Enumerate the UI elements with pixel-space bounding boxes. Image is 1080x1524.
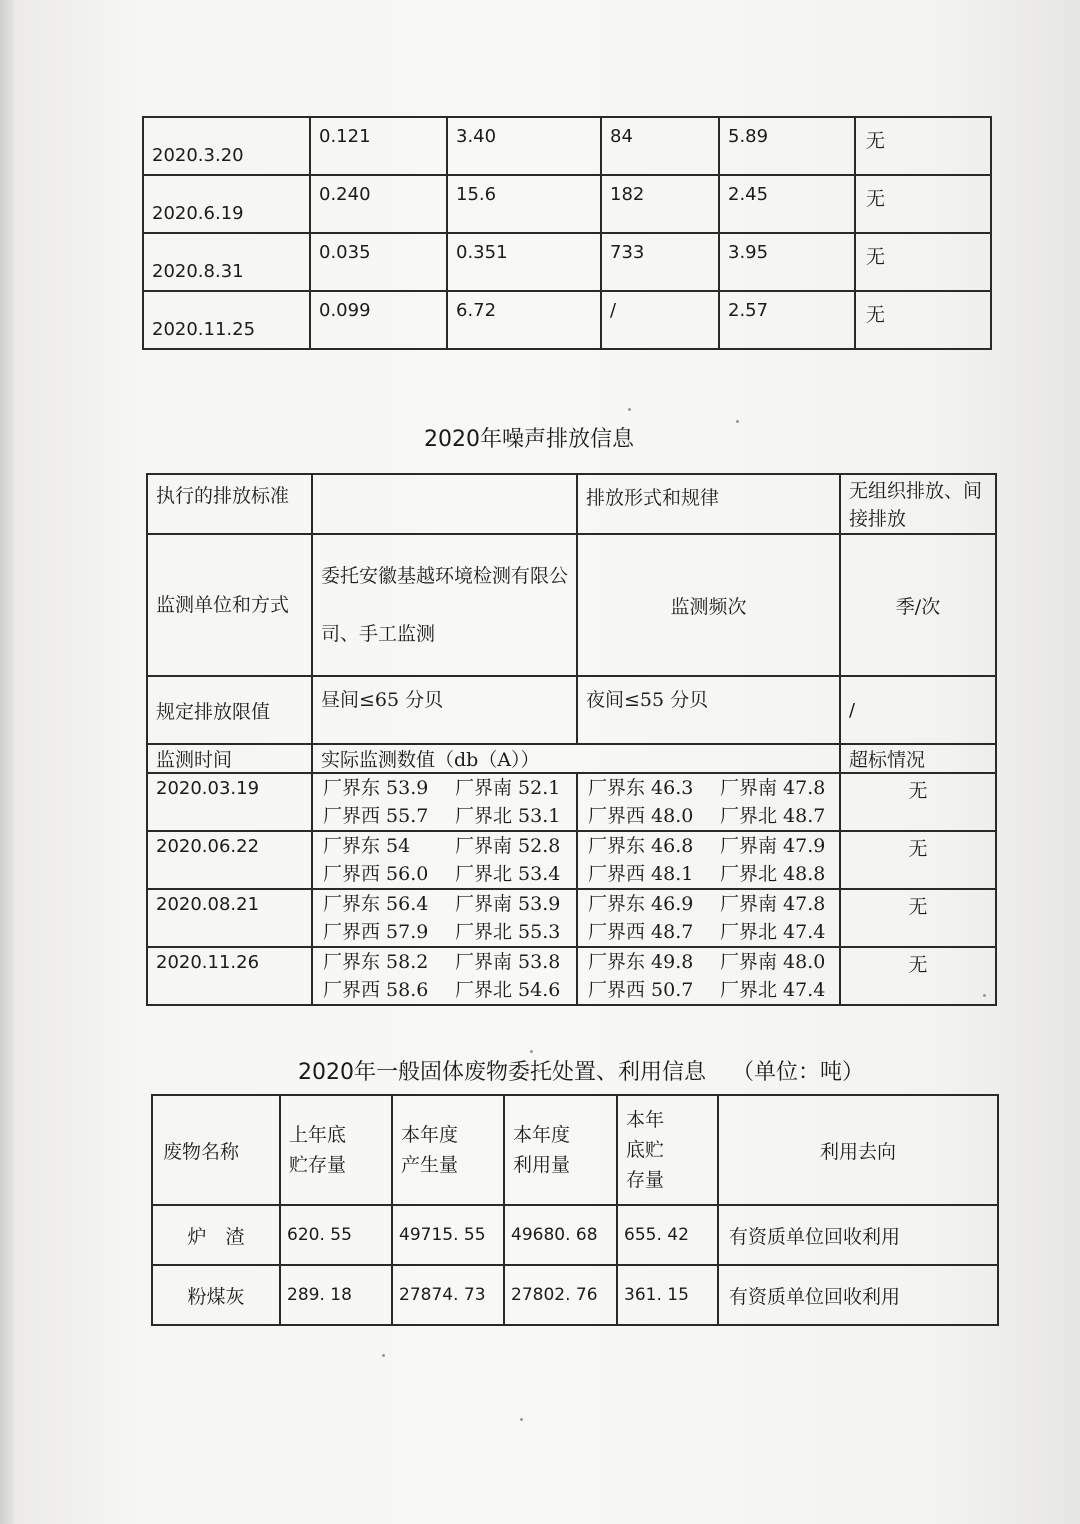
boundary-reading: 厂界南 47.9 <box>720 835 826 857</box>
noise-date-cell: 2020.08.21 <box>147 889 312 947</box>
noise-row <box>147 947 996 1005</box>
boundary-reading: 厂界南 47.8 <box>720 893 826 915</box>
boundary-reading: 厂界西 55.7 <box>323 805 429 827</box>
unit-value: 委托安徽基越环境检测有限公司、手工监测 <box>312 534 577 676</box>
boundary-reading: 厂界西 48.1 <box>588 863 694 885</box>
noise-day-cell <box>312 773 577 831</box>
scan-speck <box>530 1050 533 1053</box>
noise-night-cell <box>577 889 840 947</box>
exceed-cell: 无 <box>855 233 991 291</box>
emission-value-cell: 0.240 <box>310 175 447 233</box>
emission-value-cell: 84 <box>601 117 719 175</box>
emission-value-cell: 3.40 <box>447 117 601 175</box>
boundary-reading: 厂界南 47.8 <box>720 777 826 799</box>
waste-name-cell: 粉煤灰 <box>152 1265 280 1325</box>
noise-day-values <box>323 774 566 830</box>
waste-amount-cell: 655. 42 <box>617 1205 718 1265</box>
emission-row <box>143 291 991 349</box>
value-label: 实际监测数值（db（A）） <box>312 744 840 773</box>
waste-amount-cell: 289. 18 <box>280 1265 392 1325</box>
boundary-reading: 厂界东 46.3 <box>588 777 694 799</box>
boundary-reading: 厂界北 54.6 <box>455 979 561 1001</box>
emission-value-cell: 2.57 <box>719 291 855 349</box>
noise-title-text: 年噪声排放信息 <box>480 427 635 452</box>
emission-value-cell: 182 <box>601 175 719 233</box>
emission-value-cell: 0.099 <box>310 291 447 349</box>
noise-exceed-cell: 无 <box>840 889 996 947</box>
emission-value-cell: 0.351 <box>447 233 601 291</box>
boundary-reading: 厂界北 48.7 <box>720 805 826 827</box>
noise-night-values <box>588 890 829 946</box>
noise-night-cell <box>577 773 840 831</box>
noise-day-cell <box>312 947 577 1005</box>
pattern-label: 排放形式和规律 <box>577 474 840 534</box>
page-edge-shadow <box>0 0 14 1524</box>
waste-title-year: 2020 <box>298 1060 354 1085</box>
waste-amount-cell: 620. 55 <box>280 1205 392 1265</box>
scan-speck <box>628 408 631 411</box>
emission-value-cell: 15.6 <box>447 175 601 233</box>
exceed-cell: 无 <box>855 291 991 349</box>
waste-header-cell: 本年底贮存量 <box>617 1095 718 1205</box>
noise-exceed-cell: 无 <box>840 773 996 831</box>
emission-date-cell: 2020.8.31 <box>143 233 310 291</box>
limit-label: 规定排放限值 <box>147 676 312 744</box>
waste-header-cell: 上年底贮存量 <box>280 1095 392 1205</box>
waste-amount-cell: 27802. 76 <box>504 1265 617 1325</box>
waste-header-row <box>152 1095 998 1205</box>
boundary-reading: 厂界西 56.0 <box>323 863 429 885</box>
scan-speck <box>382 1354 385 1357</box>
waste-destination-cell: 有资质单位回收利用 <box>718 1265 998 1325</box>
emission-value-cell: 0.121 <box>310 117 447 175</box>
boundary-reading: 厂界北 53.1 <box>455 805 561 827</box>
boundary-reading: 厂界南 48.0 <box>720 951 826 973</box>
noise-night-values <box>588 948 829 1004</box>
boundary-reading: 厂界北 48.8 <box>720 863 826 885</box>
scan-speck <box>520 1418 523 1421</box>
noise-night-values <box>588 832 829 888</box>
emission-value-cell: 2.45 <box>719 175 855 233</box>
noise-day-cell <box>312 831 577 889</box>
waste-header-cell: 利用去向 <box>718 1095 998 1205</box>
noise-night-values <box>588 774 829 830</box>
noise-table <box>146 473 997 1006</box>
boundary-reading: 厂界西 48.7 <box>588 921 694 943</box>
emission-row <box>143 175 991 233</box>
boundary-reading: 厂界东 58.2 <box>323 951 429 973</box>
boundary-reading: 厂界南 52.1 <box>455 777 561 799</box>
emission-row <box>143 233 991 291</box>
boundary-reading: 厂界西 57.9 <box>323 921 429 943</box>
limit-other: / <box>840 676 996 744</box>
boundary-reading: 厂界东 46.9 <box>588 893 694 915</box>
boundary-reading: 厂界南 53.8 <box>455 951 561 973</box>
boundary-reading: 厂界西 50.7 <box>588 979 694 1001</box>
noise-date-cell: 2020.03.19 <box>147 773 312 831</box>
waste-name-cell: 炉 渣 <box>152 1205 280 1265</box>
noise-row <box>147 773 996 831</box>
boundary-reading: 厂界东 46.8 <box>588 835 694 857</box>
boundary-reading: 厂界北 55.3 <box>455 921 561 943</box>
unit-label: 监测单位和方式 <box>147 534 312 676</box>
boundary-reading: 厂界东 56.4 <box>323 893 429 915</box>
noise-day-values <box>323 948 566 1004</box>
boundary-reading: 厂界东 54 <box>323 835 411 857</box>
boundary-reading: 厂界北 53.4 <box>455 863 561 885</box>
noise-date-cell: 2020.11.26 <box>147 947 312 1005</box>
noise-exceed-cell: 无 <box>840 831 996 889</box>
waste-header-cell: 本年度利用量 <box>504 1095 617 1205</box>
boundary-reading: 厂界西 48.0 <box>588 805 694 827</box>
emission-date-cell: 2020.3.20 <box>143 117 310 175</box>
boundary-reading: 厂界西 58.6 <box>323 979 429 1001</box>
waste-amount-cell: 49715. 55 <box>392 1205 504 1265</box>
limit-day: 昼间≤65 分贝 <box>312 676 577 744</box>
waste-section-title <box>298 1055 864 1086</box>
boundary-reading: 厂界东 49.8 <box>588 951 694 973</box>
waste-header-cell: 本年度产生量 <box>392 1095 504 1205</box>
waste-amount-cell: 49680. 68 <box>504 1205 617 1265</box>
exceed-cell: 无 <box>855 175 991 233</box>
emission-table <box>142 116 992 350</box>
emission-value-cell: 5.89 <box>719 117 855 175</box>
waste-title-unit: （单位：吨） <box>732 1060 865 1085</box>
waste-destination-cell: 有资质单位回收利用 <box>718 1205 998 1265</box>
noise-day-values <box>323 832 566 888</box>
time-label: 监测时间 <box>147 744 312 773</box>
waste-table <box>151 1094 999 1326</box>
boundary-reading: 厂界南 53.9 <box>455 893 561 915</box>
emission-value-cell: 6.72 <box>447 291 601 349</box>
boundary-reading: 厂界东 53.9 <box>323 777 429 799</box>
emission-value-cell: 3.95 <box>719 233 855 291</box>
exceed-cell: 无 <box>855 117 991 175</box>
emission-value-cell: 733 <box>601 233 719 291</box>
noise-exceed-cell: 无 <box>840 947 996 1005</box>
limit-night: 夜间≤55 分贝 <box>577 676 840 744</box>
emission-row <box>143 117 991 175</box>
waste-amount-cell: 27874. 73 <box>392 1265 504 1325</box>
waste-row <box>152 1205 998 1265</box>
emission-date-cell: 2020.11.25 <box>143 291 310 349</box>
noise-day-values <box>323 890 566 946</box>
noise-row <box>147 831 996 889</box>
waste-row <box>152 1265 998 1325</box>
waste-amount-cell: 361. 15 <box>617 1265 718 1325</box>
boundary-reading: 厂界南 52.8 <box>455 835 561 857</box>
noise-night-cell <box>577 947 840 1005</box>
exceed-label: 超标情况 <box>840 744 996 773</box>
noise-night-cell <box>577 831 840 889</box>
noise-row <box>147 889 996 947</box>
emission-value-cell: 0.035 <box>310 233 447 291</box>
freq-label: 监测频次 <box>577 534 840 676</box>
standard-value <box>312 474 577 534</box>
waste-title-text: 年一般固体废物委托处置、利用信息 <box>354 1060 707 1085</box>
noise-section-title <box>424 422 634 453</box>
emission-date-cell: 2020.6.19 <box>143 175 310 233</box>
noise-title-year: 2020 <box>424 427 480 452</box>
emission-value-cell: / <box>601 291 719 349</box>
boundary-reading: 厂界北 47.4 <box>720 979 826 1001</box>
standard-label: 执行的排放标准 <box>147 474 312 534</box>
noise-date-cell: 2020.06.22 <box>147 831 312 889</box>
noise-day-cell <box>312 889 577 947</box>
scan-speck <box>736 420 739 423</box>
boundary-reading: 厂界北 47.4 <box>720 921 826 943</box>
freq-value: 季/次 <box>840 534 996 676</box>
unorganized-label: 无组织排放、间接排放 <box>840 474 996 534</box>
waste-header-cell: 废物名称 <box>152 1095 280 1205</box>
scan-speck <box>983 994 986 997</box>
